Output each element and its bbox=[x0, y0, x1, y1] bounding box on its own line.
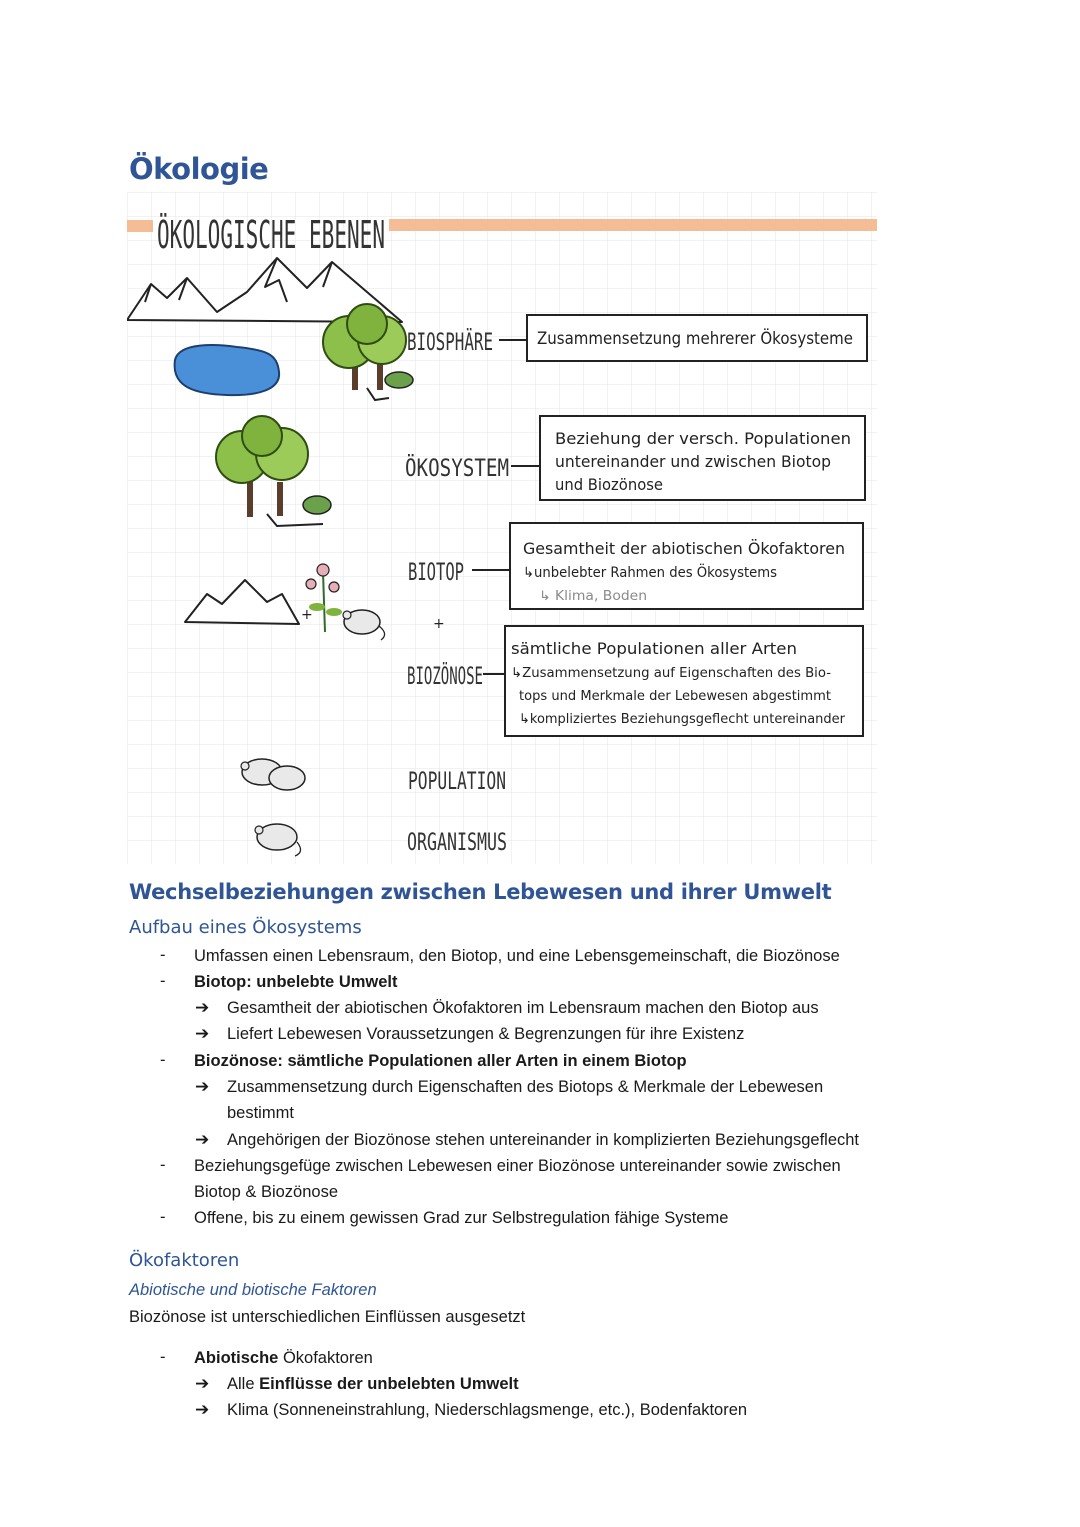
bold-term: Abiotische bbox=[194, 1349, 279, 1367]
list-item: Biozönose: sämtliche Populationen aller Arten in einem Biotop bbox=[194, 1052, 687, 1070]
level-organismus: ORGANISMUS bbox=[407, 828, 507, 856]
italic-subheading: Abiotische und biotische Faktoren bbox=[129, 1281, 377, 1299]
level-population: POPULATION bbox=[408, 767, 506, 795]
dash-bullet: - bbox=[160, 946, 166, 964]
box-biotop-line2: ↳unbelebter Rahmen des Ökosystems bbox=[523, 565, 793, 581]
dash-bullet: - bbox=[160, 972, 166, 990]
arrow-icon: ➔ bbox=[195, 1077, 210, 1096]
level-oekosystem: ÖKOSYSTEM bbox=[405, 454, 536, 482]
box-oekosystem-line3: und Biozönose bbox=[555, 475, 663, 494]
list-item bbox=[194, 1348, 373, 1368]
box-biozoenose-line3: tops und Merkmale der Lebewesen abgestimmt bbox=[519, 688, 831, 704]
box-biotop-line1: Gesamtheit der abiotischen Ökofaktoren bbox=[523, 539, 845, 558]
dash-bullet: - bbox=[160, 1156, 166, 1174]
box-biozoenose-line2: ↳Zusammensetzung auf Eigenschaften des Bio- bbox=[511, 665, 832, 681]
sketch-heading: ÖKOLOGISCHE EBENEN bbox=[157, 213, 385, 257]
arrow-icon: ➔ bbox=[195, 998, 210, 1017]
list-item-continued: Biotop & Biozönose bbox=[194, 1183, 339, 1201]
level-biotop: BIOTOP bbox=[408, 558, 464, 586]
list-item: Beziehungsgefüge zwischen Lebewesen einer Biozönose untereinander sowie zwischen bbox=[194, 1157, 841, 1175]
subheading-oekofaktoren: Ökofaktoren bbox=[129, 1250, 240, 1271]
dash-bullet: - bbox=[160, 1348, 166, 1366]
heading-accent-right bbox=[389, 219, 877, 231]
level-biosphaere: BIOSPHÄRE bbox=[407, 328, 538, 356]
box-oekosystem-line1: Beziehung der versch. Populationen bbox=[555, 429, 851, 448]
arrow-icon: ➔ bbox=[195, 1024, 210, 1043]
intro-text: Biozönose ist unterschiedlichen Einflüssen ausgesetzt bbox=[129, 1308, 526, 1326]
list-item: Umfassen einen Lebensraum, den Biotop, und eine Lebensgemeinschaft, die Biozönose bbox=[194, 947, 840, 965]
list-item: Klima (Sonneneinstrahlung, Niederschlagsmenge, etc.), Bodenfaktoren bbox=[227, 1401, 748, 1419]
list-item: Biotop: unbelebte Umwelt bbox=[194, 973, 398, 991]
text-prefix: Alle bbox=[227, 1375, 260, 1393]
subheading-aufbau: Aufbau eines Ökosystems bbox=[129, 917, 362, 938]
lake-icon bbox=[175, 345, 280, 395]
section-heading: Wechselbeziehungen zwischen Lebewesen und ihrer Umwelt bbox=[129, 880, 832, 904]
arrow-icon: ➔ bbox=[195, 1374, 210, 1393]
box-biosphaere-text: Zusammensetzung mehrerer Ökosysteme bbox=[537, 329, 853, 348]
arrow-icon: ➔ bbox=[195, 1130, 210, 1149]
list-item: Liefert Lebewesen Voraussetzungen & Begrenzungen für ihre Existenz bbox=[227, 1025, 745, 1043]
arrow-icon: ➔ bbox=[195, 1400, 210, 1419]
plus-sign: + bbox=[301, 607, 313, 623]
box-biozoenose-line4: ↳kompliziertes Beziehungsgeflecht untereinander bbox=[519, 711, 846, 727]
list-item: Angehörigen der Biozönose stehen untereinander in komplizierten Beziehungsgeflecht bbox=[227, 1131, 860, 1149]
bold-term: Einflüsse der unbelebten Umwelt bbox=[259, 1375, 519, 1393]
term-rest: Ökofaktoren bbox=[278, 1349, 373, 1367]
page-title: Ökologie bbox=[129, 152, 269, 186]
ecological-levels-sketch bbox=[127, 192, 877, 864]
dash-bullet: - bbox=[160, 1208, 166, 1226]
list-item: Offene, bis zu einem gewissen Grad zur Selbstregulation fähige Systeme bbox=[194, 1209, 729, 1227]
dash-bullet: - bbox=[160, 1051, 166, 1069]
list-item: Gesamtheit der abiotischen Ökofaktoren im Lebensraum machen den Biotop aus bbox=[227, 999, 819, 1017]
box-oekosystem-line2: untereinander und zwischen Biotop bbox=[555, 452, 831, 471]
box-biozoenose-line1: sämtliche Populationen aller Arten bbox=[511, 639, 797, 658]
list-item-continued: bestimmt bbox=[227, 1104, 294, 1122]
list-item bbox=[227, 1374, 519, 1394]
level-biozoenose: BIOZÖNOSE bbox=[407, 662, 538, 690]
box-biotop-line3: ↳ Klima, Boden bbox=[539, 589, 647, 604]
list-item: Zusammensetzung durch Eigenschaften des Biotops & Merkmale der Lebewesen bbox=[227, 1078, 824, 1096]
heading-accent-left bbox=[127, 220, 153, 232]
plus-sign: + bbox=[433, 616, 445, 632]
